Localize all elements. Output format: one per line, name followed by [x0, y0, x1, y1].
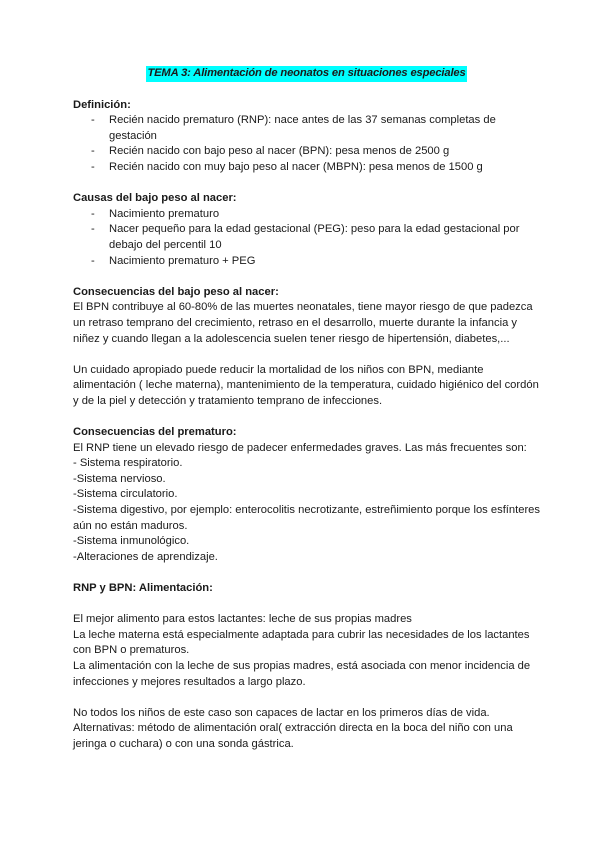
paragraph: La alimentación con la leche de sus propias madres, está asociada con menor incidencia de infecciones y mejores resultados a largo plazo.: [73, 659, 531, 688]
list-definicion: [73, 113, 540, 175]
title-wrap: [73, 66, 540, 82]
paragraph: El mejor alimento para estos lactantes: leche de sus propias madres: [73, 613, 412, 626]
list-causas: [73, 207, 540, 269]
paragraph: La leche materna está especialmente adaptada para cubrir las necesidades de los lactantes con BPN o prematuros.: [73, 628, 530, 657]
text-line: - Sistema respiratorio.: [73, 457, 183, 470]
text-line: -Alteraciones de aprendizaje.: [73, 550, 218, 563]
paragraph: Alternativas: método de alimentación oral( extracción directa en la boca del niño con una jeringa o cuchara) o con una sonda gástrica.: [73, 722, 513, 750]
paragraph: El RNP tiene un elevado riesgo de padecer enfermedades graves. Las más frecuentes son:: [73, 441, 527, 454]
list-item: - Recién nacido con muy bajo peso al nacer (MBPN): pesa menos de 1500 g: [109, 160, 540, 176]
paragraph: El BPN contribuye al 60-80% de las muertes neonatales, tiene mayor riesgo de que padezca un retraso temprano del crecimiento, retraso en el desarrollo, muerte durante la infancia y niñez y cuando llegan a la adolescencia suelen tener riesgo de hipertensión, diabetes,...: [73, 301, 533, 345]
heading-alimentacion: RNP y BPN: Alimentación:: [73, 582, 213, 594]
heading-definicion: Definición:: [73, 98, 131, 111]
list-item: - Recién nacido con bajo peso al nacer (BPN): pesa menos de 2500 g: [109, 144, 540, 160]
document-title: TEMA 3: Alimentación de neonatos en situaciones especiales: [146, 66, 466, 82]
text-line: -Sistema inmunológico.: [73, 535, 190, 548]
paragraph: No todos los niños de este caso son capaces de lactar en los primeros días de vida.: [73, 706, 490, 719]
list-item: - Nacer pequeño para la edad gestacional (PEG): peso para la edad gestacional por debajo del percentil 10: [109, 222, 540, 253]
heading-consecuencias-prematuro: Consecuencias del prematuro:: [73, 426, 237, 439]
heading-causas: Causas del bajo peso al nacer:: [73, 192, 237, 205]
list-item: - Recién nacido prematuro (RNP): nace antes de las 37 semanas completas de gestación: [109, 113, 540, 144]
paragraph: Un cuidado apropiado puede reducir la mortalidad de los niños con BPN, mediante alimentación ( leche materna), mantenimiento de la temperatura, cuidado higiénico del cordón y de la piel y detección y tratamiento temprano de infecciones.: [73, 363, 539, 407]
text-line: -Sistema digestivo, por ejemplo: enterocolitis necrotizante, estreñimiento porque los esfínteres aún no están maduros.: [73, 504, 541, 532]
text-line: -Sistema nervioso.: [73, 472, 166, 485]
heading-consecuencias-bpn: Consecuencias del bajo peso al nacer:: [73, 285, 279, 298]
list-item: - Nacimiento prematuro + PEG: [109, 254, 540, 270]
text-line: -Sistema circulatorio.: [73, 488, 178, 501]
list-item: - Nacimiento prematuro: [109, 207, 540, 223]
